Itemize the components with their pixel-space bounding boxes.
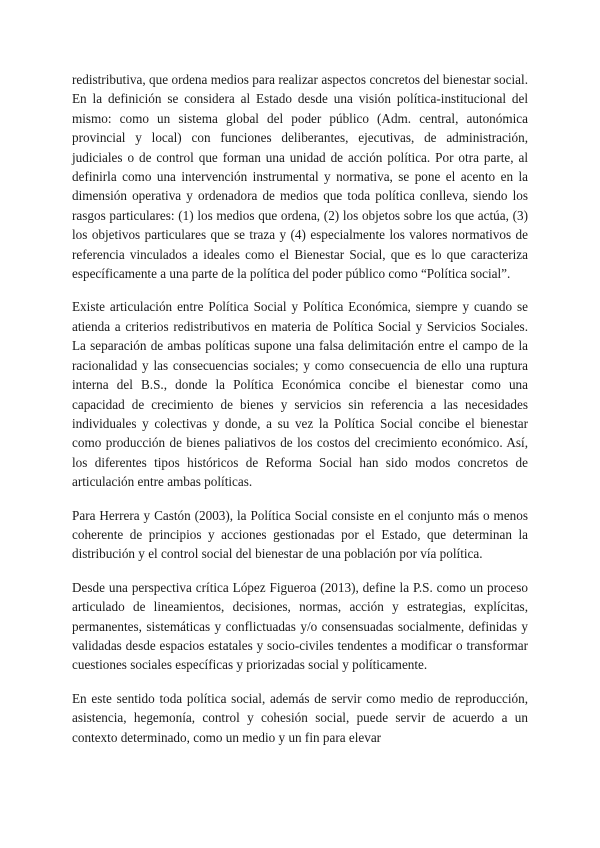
paragraph-social-economic-articulation: Existe articulación entre Política Social y Política Económica, siempre y cuando se atienda a criterios redistributivos en materia de Política Social y Servicios Sociales. La separación de ambas políticas supone una falsa delimitación entre el campo de la racionalidad y las consecuencias sociales; y como consecuencia de ello una ruptura interna del B.S., donde la Política Económica concibe el bienestar como una capacidad de crecimiento de bienes y servicios sin referencia a las necesidades individuales y colectivas y donde, a su vez la Política Social concibe el bienestar como producción de bienes paliativos de los costos del crecimiento económico. Así, los diferentes tipos históricos de Reforma Social han sido modos concretos de articulación entre ambas políticas. (72, 299, 528, 490)
paragraph-social-policy-purpose: En este sentido toda política social, además de servir como medio de reproducción, asistencia, hegemonía, control y cohesión social, puede servir de acuerdo a un contexto determinado, como un medio y un fin para elevar (72, 690, 528, 745)
document-body (72, 70, 528, 761)
paragraph-herrera-caston-definition: Para Herrera y Castón (2003), la Política Social consiste en el conjunto más o menos coherente de principios y acciones gestionadas por el Estado, que determinan la distribución y el control social del bienestar de una población por vía política. (72, 507, 528, 562)
paragraph-lopez-figueroa-definition: Desde una perspectiva crítica López Figueroa (2013), define la P.S. como un proceso articulado de lineamientos, decisiones, normas, acción y estrategias, explícitas, permanentes, sistemáticas y conflictuadas y/o consensuadas socialmente, definidas y validadas desde espacios estatales y socio-civiles tendentes a modificar o transformar cuestiones sociales específicas y priorizadas social y políticamente. (72, 579, 528, 673)
paragraph-redistributive-policy: redistributiva, que ordena medios para realizar aspectos concretos del bienestar social. En la definición se considera al Estado desde una visión política-institucional del mismo: como un sistema global del poder público (Adm. central, autonómica provincial y local) con funciones deliberantes, ejecutivas, de administración, judiciales o de control que forman una unidad de acción política. Por otra parte, al definirla como una intervención instrumental y normativa, se pone el acento en la dimensión operativa y ordenadora de medios que toda política conlleva, siendo los rasgos particulares: (1) los medios que ordena, (2) los objetos sobre los que actúa, (3) los objetivos particulares que se traza y (4) especialmente los valores normativos de referencia vinculados a ideales como el Bienestar Social, que es lo que caracteriza específicamente a una parte de la política del poder público como “Política social”. (72, 72, 528, 282)
